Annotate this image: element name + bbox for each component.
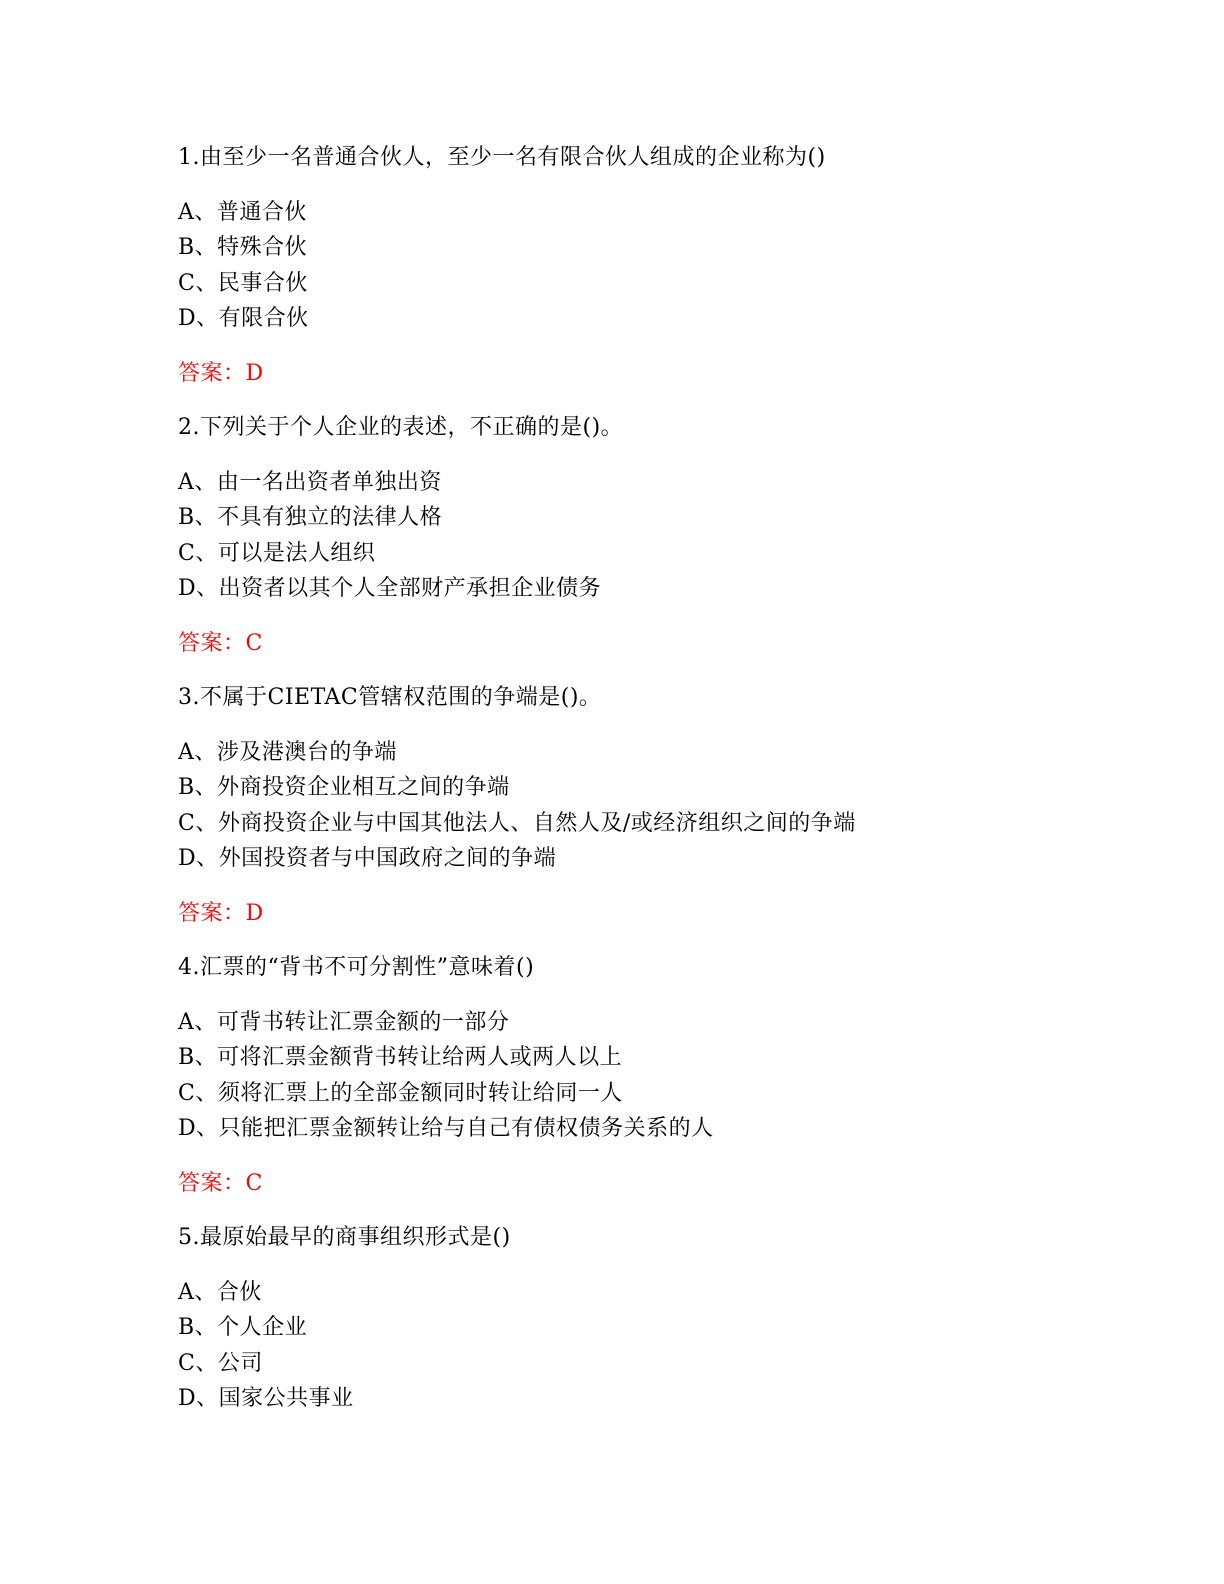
option-b: B、可将汇票金额背书转让给两人或两人以上: [178, 1045, 623, 1070]
option-d: D、外国投资者与中国政府之间的争端: [178, 846, 557, 871]
option-d: D、国家公共事业: [178, 1386, 354, 1411]
question-text: 3.不属于CIETAC管辖权范围的争端是()。: [178, 685, 602, 710]
option-c: C、可以是法人组织: [178, 540, 376, 566]
option-c: C、公司: [178, 1350, 263, 1376]
option-c: C、须将汇票上的全部金额同时转让给同一人: [178, 1080, 623, 1106]
option-list: [178, 1005, 1158, 1147]
option-c: C、外商投资企业与中国其他法人、自然人及/或经济组织之间的争端: [178, 810, 856, 836]
answer-text: 答案：D: [178, 900, 264, 926]
option-d: D、有限合伙: [178, 306, 309, 331]
answer-text: 答案：D: [178, 360, 264, 386]
option-list: [178, 1275, 1158, 1417]
option-a: A、可背书转让汇票金额的一部分: [178, 1009, 510, 1035]
option-b: B、个人企业: [178, 1315, 308, 1340]
question-text: 4.汇票的“背书不可分割性”意味着(): [178, 955, 535, 980]
option-a: A、涉及港澳台的争端: [178, 739, 397, 765]
option-b: B、外商投资企业相互之间的争端: [178, 775, 510, 800]
option-a: A、普通合伙: [178, 199, 307, 225]
option-a: A、合伙: [178, 1279, 262, 1305]
option-a: A、由一名出资者单独出资: [178, 469, 442, 495]
question-block-4: [178, 950, 1158, 1201]
option-list: [178, 195, 1158, 337]
question-block-5: [178, 1220, 1158, 1417]
option-list: [178, 465, 1158, 607]
option-c: C、民事合伙: [178, 270, 308, 296]
option-d: D、只能把汇票金额转让给与自己有债权债务关系的人: [178, 1116, 714, 1141]
question-text: 5.最原始最早的商事组织形式是(): [178, 1225, 511, 1250]
question-block-3: [178, 680, 1158, 931]
option-b: B、特殊合伙: [178, 235, 308, 260]
answer-text: 答案：C: [178, 630, 263, 656]
question-block-1: [178, 140, 1158, 391]
document-page: [178, 140, 1158, 1417]
question-block-2: [178, 410, 1158, 661]
option-list: [178, 735, 1158, 877]
question-text: 2.下列关于个人企业的表述，不正确的是()。: [178, 415, 624, 440]
option-b: B、不具有独立的法律人格: [178, 505, 443, 530]
answer-text: 答案：C: [178, 1170, 263, 1196]
option-d: D、出资者以其个人全部财产承担企业债务: [178, 576, 602, 601]
question-text: 1.由至少一名普通合伙人，至少一名有限合伙人组成的企业称为(): [178, 145, 826, 170]
